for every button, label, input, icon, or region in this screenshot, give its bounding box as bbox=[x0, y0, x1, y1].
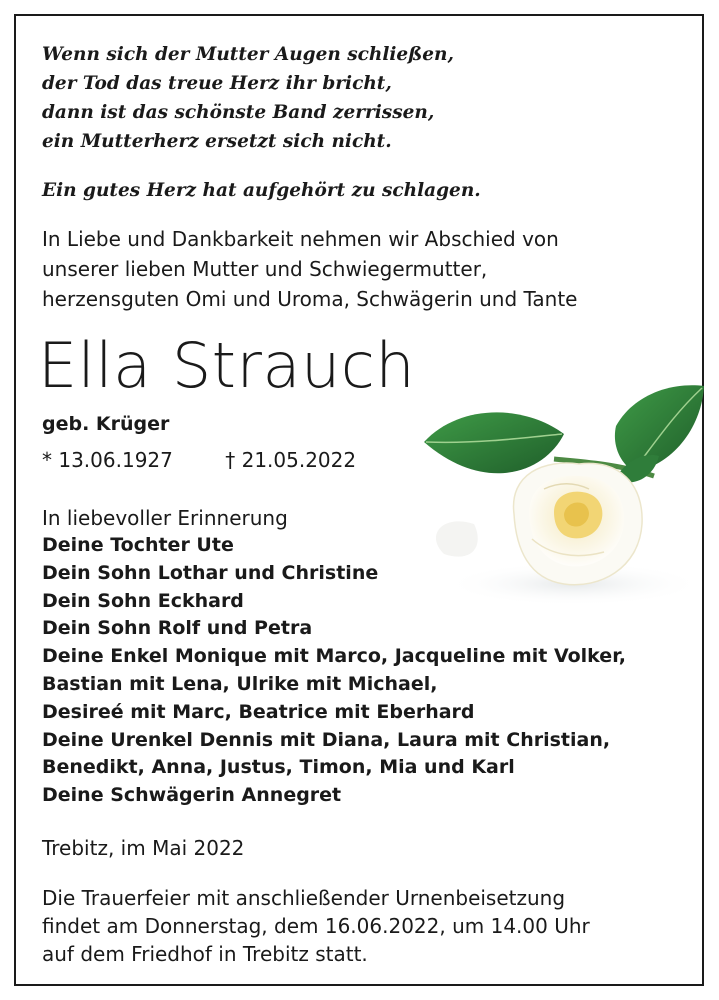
poem-line: Wenn sich der Mutter Augen schließen, bbox=[42, 44, 454, 65]
family-line: Dein Sohn Rolf und Petra bbox=[42, 617, 313, 640]
family-line: Deine Tochter Ute bbox=[42, 534, 234, 556]
poem-line: ein Mutterherz ersetzt sich nicht. bbox=[42, 131, 392, 152]
funeral-line: Die Trauerfeier mit anschließender Urnenbeisetzung bbox=[42, 886, 566, 910]
life-dates bbox=[42, 446, 356, 474]
poem-line: der Tod das treue Herz ihr bricht, bbox=[42, 73, 392, 94]
family-line: Dein Sohn Lothar und Christine bbox=[42, 561, 379, 584]
family-line: Deine Enkel Monique mit Marco, Jacqueline mit Volker, bbox=[42, 645, 626, 668]
funeral-line: auf dem Friedhof in Trebitz statt. bbox=[42, 942, 368, 966]
family-line: Deine Schwägerin Annegret bbox=[42, 784, 342, 807]
place-date: Trebitz, im Mai 2022 bbox=[42, 836, 245, 860]
family-list bbox=[42, 532, 626, 810]
intro-text bbox=[42, 224, 578, 314]
family-line: Bastian mit Lena, Ulrike mit Michael, bbox=[42, 672, 438, 695]
intro-line: unserer lieben Mutter und Schwiegermutter, bbox=[42, 257, 488, 281]
funeral-line: findet am Donnerstag, dem 16.06.2022, um 14.00 Uhr bbox=[42, 914, 590, 938]
motto: Ein gutes Herz hat aufgehört zu schlagen. bbox=[42, 180, 481, 201]
death-date: † 21.05.2022 bbox=[225, 448, 357, 472]
funeral-notice bbox=[42, 884, 590, 968]
family-line: Desireé mit Marc, Beatrice mit Eberhard bbox=[42, 700, 475, 723]
obituary-frame bbox=[14, 14, 704, 986]
poem-line: dann ist das schönste Band zerrissen, bbox=[42, 102, 435, 123]
birth-date: * 13.06.1927 bbox=[42, 448, 173, 472]
family-line: Deine Urenkel Dennis mit Diana, Laura mit Christian, bbox=[42, 728, 611, 751]
intro-line: In Liebe und Dankbarkeit nehmen wir Abschied von bbox=[42, 227, 559, 251]
family-line: Benedikt, Anna, Justus, Timon, Mia und Karl bbox=[42, 756, 515, 779]
family-line: Dein Sohn Eckhard bbox=[42, 589, 244, 612]
poem bbox=[42, 40, 454, 156]
birth-name: geb. Krüger bbox=[42, 413, 170, 435]
remembrance-line: In liebevoller Erinnerung bbox=[42, 506, 288, 530]
deceased-name: Ella Strauch bbox=[38, 329, 416, 402]
intro-line: herzensguten Omi und Uroma, Schwägerin und Tante bbox=[42, 287, 578, 311]
